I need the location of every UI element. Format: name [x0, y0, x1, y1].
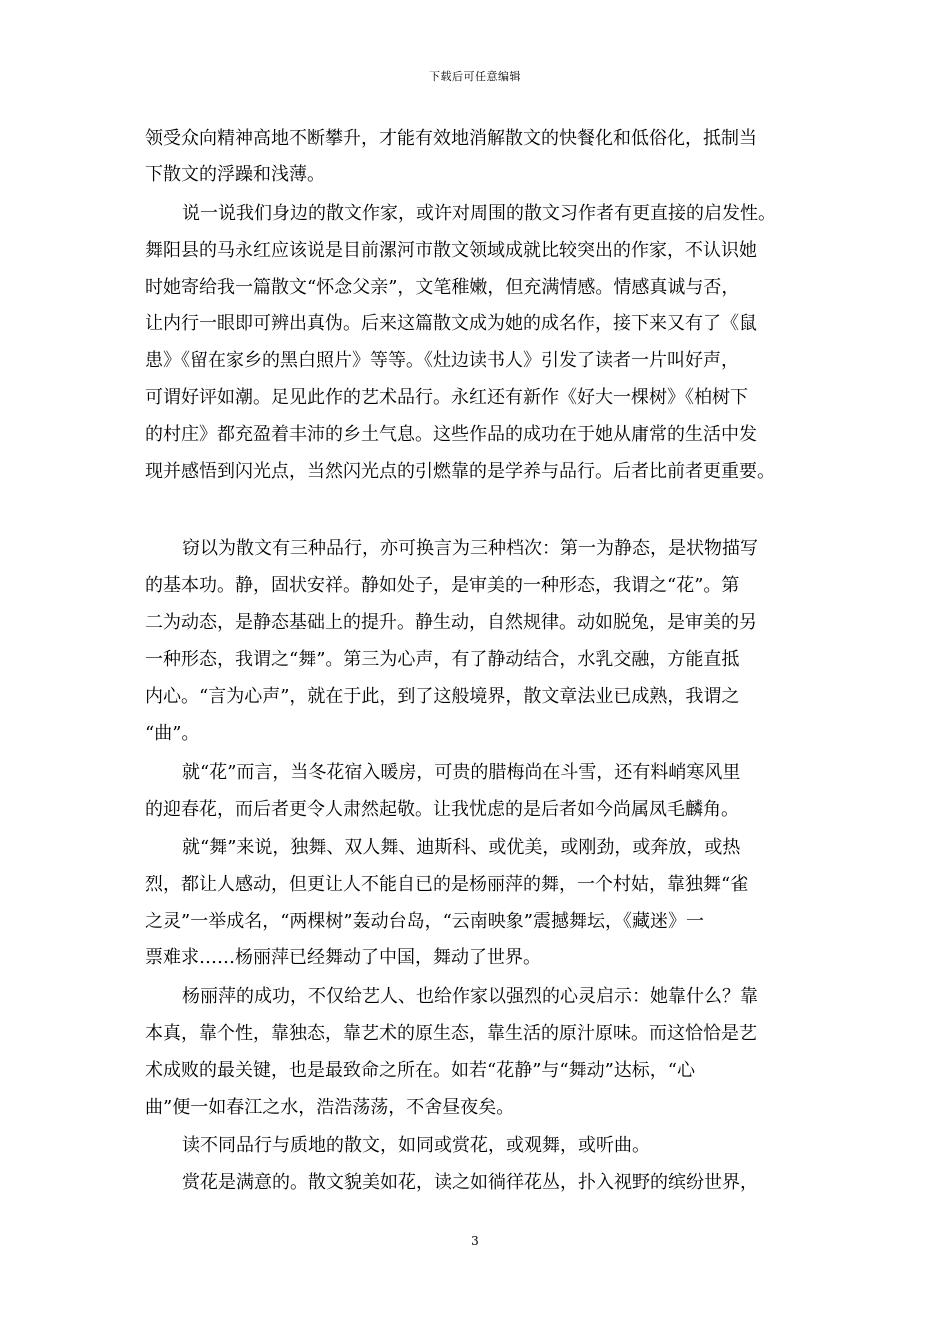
page-number: 3	[471, 1234, 479, 1248]
text-line: 窃以为散文有三种品行，亦可换言为三种档次：第一为静态，是状物描写	[182, 538, 758, 559]
text-line: 本真，靠个性，靠独态，靠艺术的原生态，靠生活的原汁原味。而这恰恰是艺	[145, 1023, 757, 1044]
text-line: 说一说我们身边的散文作家，或许对周围的散文习作者有更直接的启发性。	[182, 203, 776, 224]
text-line: 烈，都让人感动，但更让人不能自已的是杨丽萍的舞，一个村姑，靠独舞“雀	[145, 874, 749, 895]
text-line: 现并感悟到闪光点，当然闪光点的引燃靠的是学养与品行。后者比前者更重要。	[145, 461, 775, 482]
text-line: 就“花”而言，当冬花宿入暖房，可贵的腊梅尚在斗雪，还有料峭寒风里	[182, 762, 741, 783]
text-line: 术成败的最关键，也是最致命之所在。如若“花静”与“舞动”达标，“心	[145, 1060, 696, 1081]
text-line: 时她寄给我一篇散文“怀念父亲”，文笔稚嫩，但充满情感。情感真诚与否，	[145, 277, 740, 298]
text-line: 读不同品行与质地的散文，如同或赏花，或观舞，或听曲。	[182, 1135, 650, 1156]
text-line: 可谓好评如潮。足见此作的艺术品行。永红还有新作《好大一棵树》《柏树下	[145, 387, 748, 408]
text-line: 二为动态，是静态基础上的提升。静生动，自然规律。动如脱兔，是审美的另	[145, 612, 757, 633]
text-line: 票难求……杨丽萍已经舞动了中国，舞动了世界。	[145, 947, 541, 968]
text-line: 就“舞”来说，独舞、双人舞、迪斯科、或优美，或刚劲，或奔放，或热	[182, 837, 741, 858]
text-line: 的迎春花，而后者更令人肃然起敬。让我忧虑的是后者如今尚属凤毛麟角。	[145, 799, 739, 820]
text-line: 让内行一眼即可辨出真伪。后来这篇散文成为她的成名作，接下来又有了《鼠	[145, 313, 757, 334]
text-line: 曲”便一如春江之水，浩浩荡荡，不舍昼夜矣。	[145, 1097, 515, 1118]
text-line: 患》《留在家乡的黑白照片》等等。《灶边读书人》引发了读者一片叫好声，	[145, 350, 739, 371]
text-line: 领受众向精神高地不断攀升，才能有效地消解散文的快餐化和低俗化，抵制当	[145, 128, 757, 149]
text-line: 的基本功。静，固状安祥。静如处子，是审美的一种形态，我谓之“花”。第	[145, 575, 740, 596]
text-line: 内心。“言为心声”，就在于此，到了这般境界，散文章法业已成熟，我谓之	[145, 686, 740, 707]
text-line: 一种形态，我谓之“舞”。第三为心声，有了静动结合，水乳交融，方能直抵	[145, 649, 740, 670]
text-line: “曲”。	[145, 723, 200, 744]
text-line: 舞阳县的马永红应该说是目前漯河市散文领域成就比较突出的作家，不认识她	[145, 240, 757, 261]
text-line: 杨丽萍的成功，不仅给艺人、也给作家以强烈的心灵启示：她靠什么？靠	[182, 986, 758, 1007]
text-line: 之灵”一举成名，“两棵树”轰动台岛，“云南映象”震撼舞坛，《藏迷》一	[145, 911, 705, 932]
text-line: 的村庄》都充盈着丰沛的乡土气息。这些作品的成功在于她从庸常的生活中发	[145, 424, 757, 445]
text-line: 赏花是满意的。散文貌美如花，读之如徜徉花丛，扑入视野的缤纷世界，	[182, 1172, 758, 1193]
page-header: 下载后可任意编辑	[429, 70, 521, 83]
text-line: 下散文的浮躁和浅薄。	[145, 164, 325, 185]
